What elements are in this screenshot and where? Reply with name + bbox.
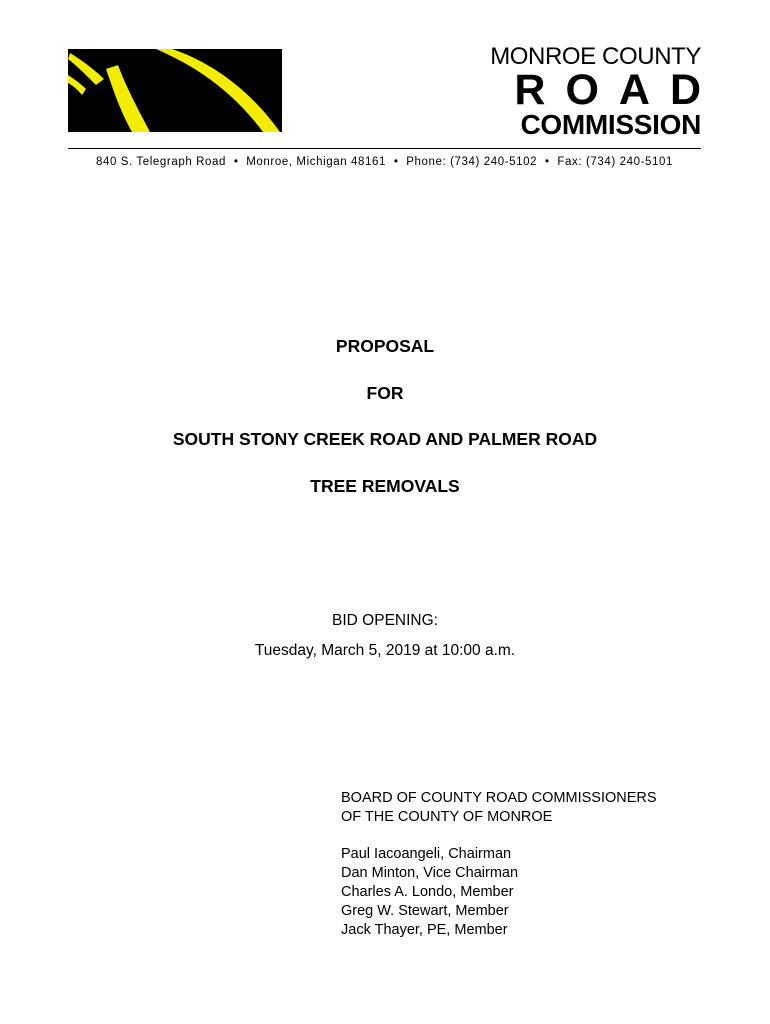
board-heading-line2: OF THE COUNTY OF MONROE [341, 809, 553, 825]
bullet-separator: • [544, 156, 550, 168]
board-members-list [341, 845, 518, 940]
contact-line [68, 156, 701, 168]
organization-name [490, 43, 721, 140]
bullet-separator: • [233, 156, 239, 168]
header-divider [68, 148, 701, 149]
bullet-separator: • [393, 156, 399, 168]
road-logo-graphic [68, 49, 282, 132]
board-member: Dan Minton, Vice Chairman [341, 865, 519, 881]
org-name-line3: COMMISSION [520, 109, 701, 140]
street-address: 840 S. Telegraph Road [95, 156, 227, 168]
city-state-zip: Monroe, Michigan 48161 [246, 156, 387, 168]
board-member: Jack Thayer, PE, Member [341, 922, 508, 938]
board-member: Charles A. Londo, Member [341, 884, 514, 900]
title-tree-removals: TREE REMOVALS [310, 476, 460, 496]
board-member: Greg W. Stewart, Member [341, 903, 509, 919]
title-proposal: PROPOSAL [335, 336, 435, 356]
board-member: Paul Iacoangeli, Chairman [341, 846, 512, 862]
title-for: FOR [366, 383, 404, 403]
bid-opening-datetime: Tuesday, March 5, 2019 at 10:00 a.m. [254, 642, 516, 659]
board-heading [341, 789, 657, 827]
title-project-name: SOUTH STONY CREEK ROAD AND PALMER ROAD [172, 429, 598, 449]
org-name-line1: MONROE COUNTY [490, 43, 701, 70]
org-name-line2: ROAD [514, 66, 721, 114]
phone-number: Phone: (734) 240-5102 [406, 156, 538, 168]
bid-opening-label: BID OPENING: [332, 612, 438, 629]
fax-number: Fax: (734) 240-5101 [557, 156, 673, 168]
board-heading-line1: BOARD OF COUNTY ROAD COMMISSIONERS [341, 790, 657, 806]
